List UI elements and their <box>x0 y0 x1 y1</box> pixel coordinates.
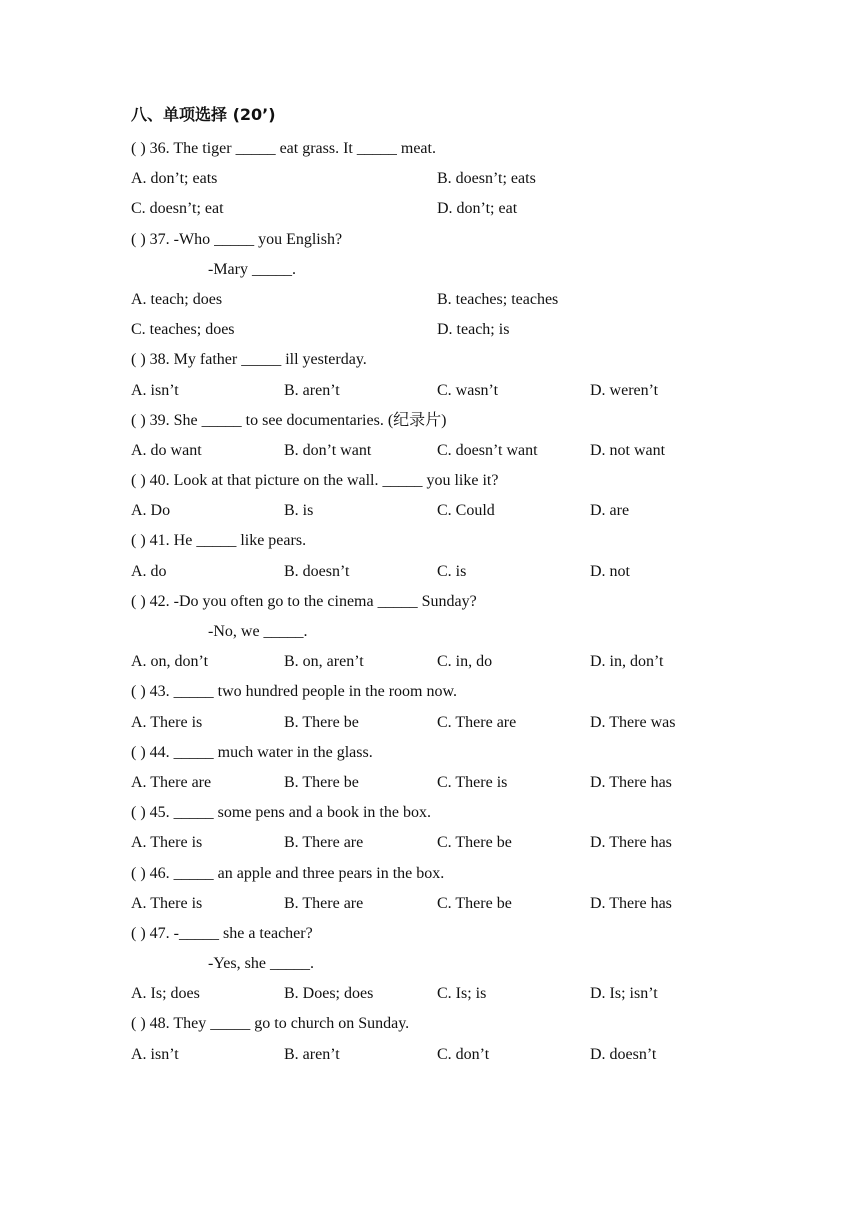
option-c: C. Could <box>437 502 495 520</box>
option-d: D. There has <box>590 894 672 912</box>
option-row <box>131 164 731 194</box>
question-stem: ( ) 39. She _____ to see documentaries. (纪录片) <box>131 411 447 429</box>
option-b: B. There be <box>284 713 359 731</box>
section-title: 八、单项选择 (20’) <box>131 105 276 124</box>
option-d: D. not want <box>590 441 666 459</box>
option-a: A. on, don’t <box>131 653 209 671</box>
option-a: A. There are <box>131 773 212 791</box>
option-c: C. There be <box>437 894 512 912</box>
option-row <box>131 979 731 1009</box>
option-a: A. isn’t <box>131 381 179 399</box>
option-a: A. do want <box>131 441 202 459</box>
question-stem: ( ) 38. My father _____ ill yesterday. <box>131 351 367 369</box>
option-a: A. isn’t <box>131 1045 179 1063</box>
question-stem: ( ) 42. -Do you often go to the cinema _____ Sunday? <box>131 592 477 610</box>
option-row <box>131 768 731 798</box>
option-row <box>131 708 731 738</box>
option-b: B. There be <box>284 773 359 791</box>
option-b: B. Does; does <box>284 985 374 1003</box>
option-a: A. There is <box>131 713 203 731</box>
option-row <box>131 376 731 406</box>
question-answer-line: -Mary _____. <box>208 260 296 278</box>
option-c: C. wasn’t <box>437 381 499 399</box>
option-row <box>131 828 731 858</box>
option-b: B. is <box>284 502 314 520</box>
question-stem: ( ) 45. _____ some pens and a book in the box. <box>131 804 431 822</box>
option-row <box>131 436 731 466</box>
option-c: C. is <box>437 562 467 580</box>
option-d: D. Is; isn’t <box>590 985 658 1003</box>
option-d: D. There was <box>590 713 676 731</box>
question-stem: ( ) 48. They _____ go to church on Sunday. <box>131 1015 410 1033</box>
option-b: B. don’t want <box>284 441 372 459</box>
option-c: C. in, do <box>437 653 493 671</box>
option-row <box>131 315 731 345</box>
question-stem: ( ) 46. _____ an apple and three pears in the box. <box>131 864 445 882</box>
question-answer-line: -Yes, she _____. <box>208 955 314 973</box>
option-b: B. aren’t <box>284 381 340 399</box>
option-d: D. teach; is <box>437 321 510 339</box>
question-stem: ( ) 41. He _____ like pears. <box>131 532 307 550</box>
question-stem: ( ) 44. _____ much water in the glass. <box>131 743 373 761</box>
option-row <box>131 647 731 677</box>
option-a: A. Is; does <box>131 985 200 1003</box>
option-d: D. in, don’t <box>590 653 664 671</box>
option-c: C. There are <box>437 713 517 731</box>
question-answer-line: -No, we _____. <box>208 623 308 640</box>
option-row <box>131 1040 731 1070</box>
option-d: D. are <box>590 502 630 520</box>
option-d: D. There has <box>590 834 672 852</box>
option-a: A. do <box>131 562 167 580</box>
option-b: B. aren’t <box>284 1045 340 1063</box>
question-stem: ( ) 47. -_____ she a teacher? <box>131 924 313 942</box>
option-d: D. don’t; eat <box>437 200 518 218</box>
option-row <box>131 557 731 587</box>
option-b: B. teaches; teaches <box>437 290 559 308</box>
option-b: B. doesn’t; eats <box>437 170 536 188</box>
option-a: A. don’t; eats <box>131 170 218 188</box>
option-row <box>131 194 731 224</box>
option-a: A. There is <box>131 834 203 852</box>
option-b: B. There are <box>284 894 364 912</box>
option-d: D. not <box>590 562 630 580</box>
option-row <box>131 496 731 526</box>
option-b: B. doesn’t <box>284 562 350 580</box>
question-stem: ( ) 40. Look at that picture on the wall. _____ you like it? <box>131 472 499 490</box>
option-a: A. teach; does <box>131 290 223 308</box>
question-stem: ( ) 36. The tiger _____ eat grass. It _____ meat. <box>131 140 436 157</box>
option-a: A. There is <box>131 894 203 912</box>
question-list <box>131 134 731 1070</box>
option-d: D. weren’t <box>590 381 659 399</box>
option-c: C. There be <box>437 834 512 852</box>
option-c: C. There is <box>437 773 508 791</box>
option-c: C. Is; is <box>437 985 487 1003</box>
option-b: B. There are <box>284 834 364 852</box>
exam-page <box>131 104 731 1070</box>
option-c: C. teaches; does <box>131 321 235 339</box>
option-d: D. doesn’t <box>590 1045 657 1063</box>
option-b: B. on, aren’t <box>284 653 364 671</box>
option-row <box>131 889 731 919</box>
option-d: D. There has <box>590 773 672 791</box>
option-a: A. Do <box>131 502 171 520</box>
option-row <box>131 285 731 315</box>
option-c: C. doesn’t; eat <box>131 200 224 218</box>
question-stem: ( ) 43. _____ two hundred people in the room now. <box>131 683 458 701</box>
option-c: C. doesn’t want <box>437 441 538 459</box>
option-c: C. don’t <box>437 1045 490 1063</box>
question-stem: ( ) 37. -Who _____ you English? <box>131 230 343 248</box>
